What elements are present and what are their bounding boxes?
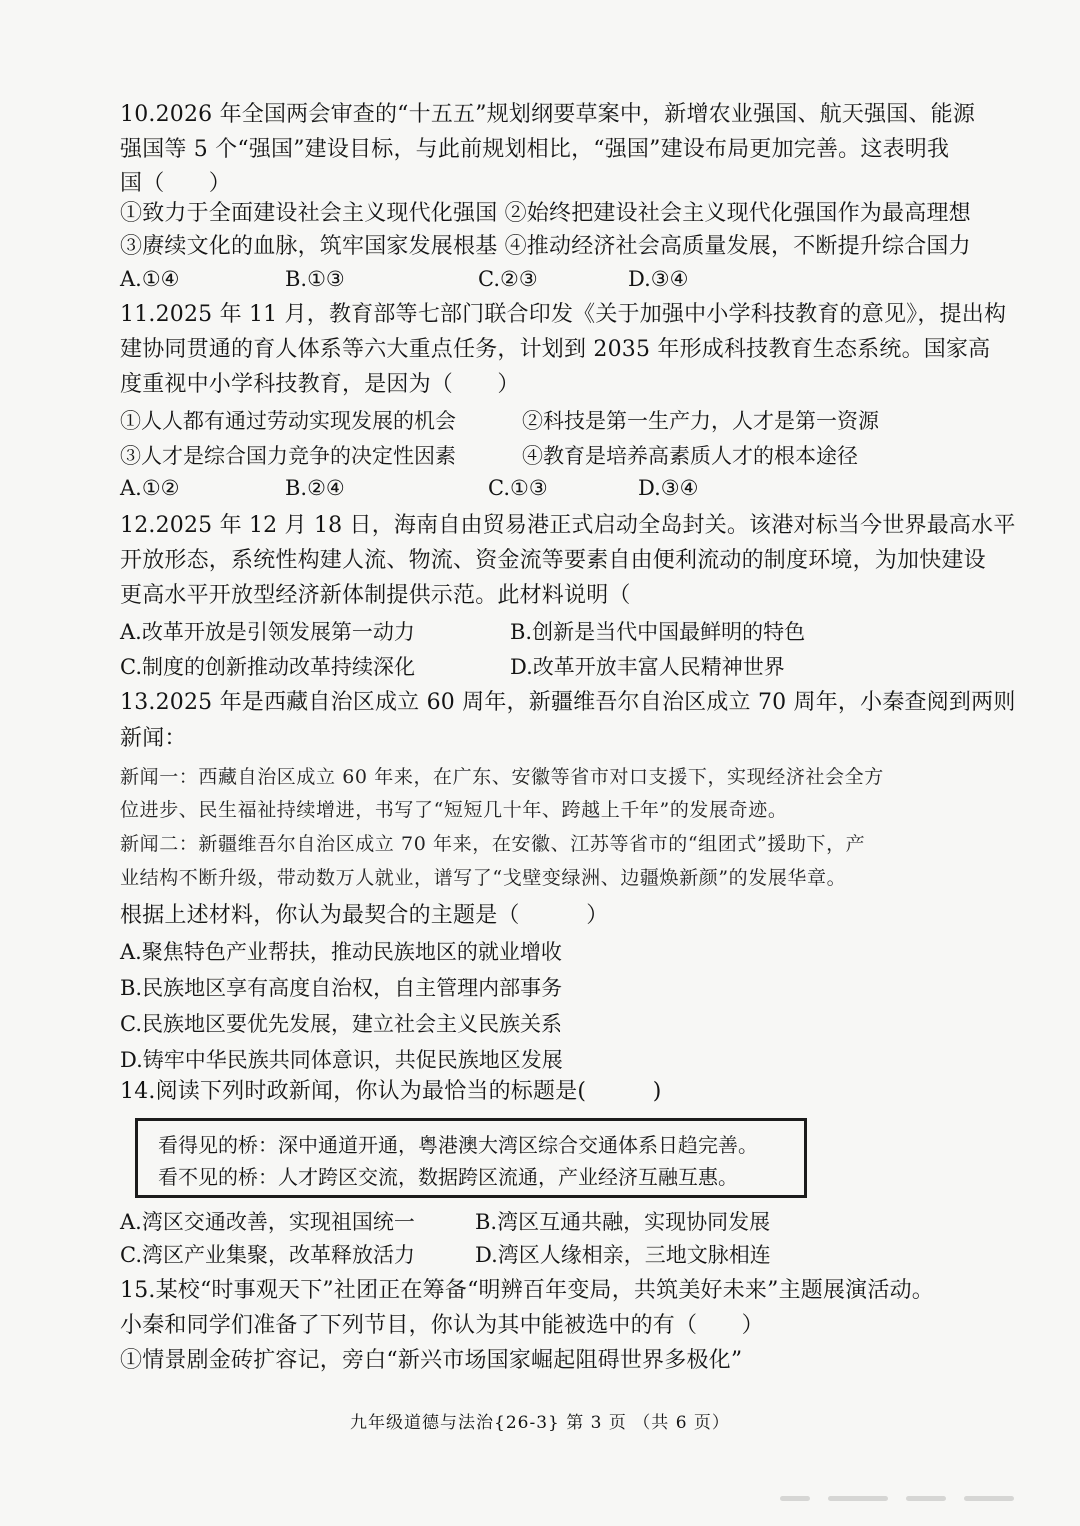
- q11-option-c: C.①③: [488, 476, 548, 500]
- q13-option-a: A.聚焦特色产业帮扶，推动民族地区的就业增收: [120, 940, 562, 964]
- q14-option-d: D.湾区人缘相亲，三地文脉相连: [475, 1243, 771, 1267]
- q12-option-d: D.改革开放丰富人民精神世界: [510, 655, 785, 679]
- q11-option-b: B.②④: [285, 476, 345, 500]
- q14-option-c: C.湾区产业集聚，改革释放活力: [120, 1243, 415, 1267]
- q10-statement-line-1: ①致力于全面建设社会主义现代化强国 ②始终把建设社会主义现代化强国作为最高理想: [120, 201, 971, 226]
- q14-stem: 14.阅读下列时政新闻，你认为最恰当的标题是( ): [120, 1079, 662, 1104]
- q10-stem-line-3: 国（ ）: [120, 171, 232, 196]
- q13-news-line-2: 位进步、民生福祉持续增进，书写了“短短几十年、跨越上千年”的发展奇迹。: [120, 799, 788, 821]
- q10-option-c: C.②③: [478, 267, 538, 291]
- q11-stem-line-2: 建协同贯通的育人体系等六大重点任务，计划到 2035 年形成科技教育生态系统。国家高: [120, 337, 991, 362]
- q12-option-b: B.创新是当代中国最鲜明的特色: [510, 620, 806, 644]
- q14-news-box: [135, 1118, 807, 1198]
- q12-stem-line-3: 更高水平开放型经济新体制提供示范。此材料说明（: [120, 583, 631, 608]
- q14-box-line-2: 看不见的桥：人才跨区交流，数据跨区流通，产业经济互融互惠。: [158, 1165, 738, 1189]
- q15-stem-line-2: 小秦和同学们准备了下列节目，你认为其中能被选中的有（ ）: [120, 1313, 764, 1338]
- q13-news-line-3: 新闻二：新疆维吾尔自治区成立 70 年来，在安徽、江苏等省市的“组团式”援助下，产: [120, 833, 866, 855]
- q14-box-line-1: 看得见的桥：深中通道开通，粤港澳大湾区综合交通体系日趋完善。: [158, 1133, 758, 1157]
- q12-option-a: A.改革开放是引领发展第一动力: [120, 620, 415, 644]
- q11-stem-line-1: 11.2025 年 11 月，教育部等七部门联合印发《关于加强中小学科技教育的意见》，提出构: [120, 302, 1007, 327]
- q13-option-b: B.民族地区享有高度自治权，自主管理内部事务: [120, 976, 563, 1000]
- q11-option-a: A.①②: [120, 476, 180, 500]
- q10-stem-line-2: 强国等 5 个“强国”建设目标，与此前规划相比，“强国”建设布局更加完善。这表明我: [120, 137, 950, 162]
- q11-stem-line-3: 度重视中小学科技教育，是因为（ ）: [120, 372, 520, 397]
- q11-option-d: D.③④: [638, 476, 699, 500]
- q10-option-a: A.①④: [120, 267, 180, 291]
- q14-option-b: B.湾区互通共融，实现协同发展: [475, 1210, 771, 1234]
- q13-option-d: D.铸牢中华民族共同体意识，共促民族地区发展: [120, 1048, 563, 1072]
- page-footer: 九年级道德与法治{26-3} 第 3 页 （共 6 页）: [350, 1413, 730, 1433]
- q12-stem-line-1: 12.2025 年 12 月 18 日，海南自由贸易港正式启动全岛封关。该港对标当今世界最高水平: [120, 513, 1016, 538]
- q15-stem-line-3: ①情景剧金砖扩容记，旁白“新兴市场国家崛起阻碍世界多极化”: [120, 1348, 743, 1373]
- q10-stem-line-1: 10.2026 年全国两会审查的“十五五”规划纲要草案中，新增农业强国、航天强国、能源: [120, 102, 976, 127]
- q10-option-b: B.①③: [285, 267, 345, 291]
- q13-stem-line-2: 新闻：: [120, 726, 187, 751]
- q15-stem-line-1: 15.某校“时事观天下”社团正在筹备“明辨百年变局，共筑美好未来”主题展演活动。: [120, 1278, 934, 1303]
- q14-option-a: A.湾区交通改善，实现祖国统一: [120, 1210, 415, 1234]
- q11-statement-1: ①人人都有通过劳动实现发展的机会: [120, 409, 456, 433]
- scan-smudge: [780, 1488, 1080, 1502]
- q11-statement-2: ②科技是第一生产力，人才是第一资源: [522, 409, 879, 433]
- q13-news-line-4: 业结构不断升级，带动数万人就业，谱写了“戈壁变绿洲、边疆焕新颜”的发展华章。: [120, 867, 847, 889]
- q12-stem-line-2: 开放形态，系统性构建人流、物流、资金流等要素自由便利流动的制度环境，为加快建设: [120, 548, 986, 573]
- q13-option-c: C.民族地区要优先发展，建立社会主义民族关系: [120, 1012, 562, 1036]
- q11-statement-4: ④教育是培养高素质人才的根本途径: [522, 444, 858, 468]
- q13-stem-line-1: 13.2025 年是西藏自治区成立 60 周年，新疆维吾尔自治区成立 70 周年，小秦查阅到两则: [120, 690, 1016, 715]
- q13-news-line-1: 新闻一：西藏自治区成立 60 年来，在广东、安徽等省市对口支援下，实现经济社会全方: [120, 766, 884, 788]
- q12-option-c: C.制度的创新推动改革持续深化: [120, 655, 415, 679]
- q10-statement-line-2: ③赓续文化的血脉，筑牢国家发展根基 ④推动经济社会高质量发展，不断提升综合国力: [120, 234, 971, 259]
- q13-question: 根据上述材料，你认为最契合的主题是（ ）: [120, 903, 609, 928]
- q11-statement-3: ③人才是综合国力竞争的决定性因素: [120, 444, 456, 468]
- q10-option-d: D.③④: [628, 267, 689, 291]
